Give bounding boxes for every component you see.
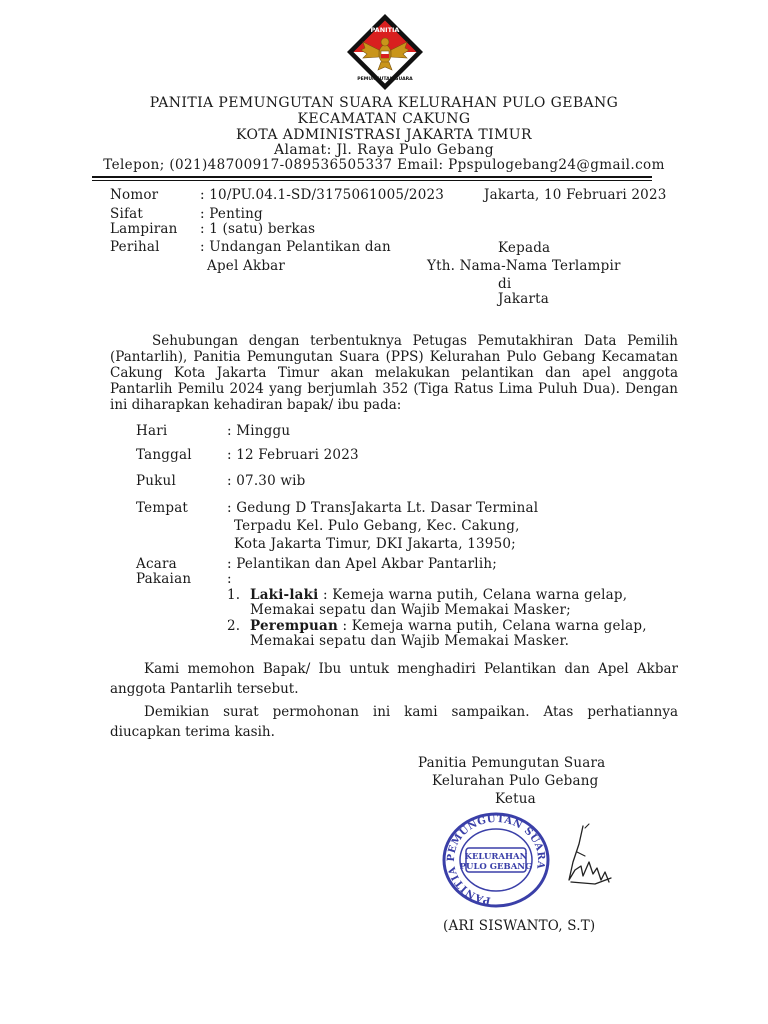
signature-line-2: Kelurahan Pulo Gebang — [432, 773, 599, 789]
official-stamp — [440, 810, 552, 910]
tempat-value-1: : Gedung D TransJakarta Lt. Dasar Terminal — [227, 500, 539, 516]
dress-item-2-line2: Memakai sepatu dan Wajib Memakai Masker. — [250, 633, 570, 649]
dress-item-1-num: 1. — [227, 587, 241, 603]
sifat-label: Sifat — [110, 206, 144, 222]
recipient-city: Jakarta — [498, 291, 550, 307]
tanggal-value: : 12 Februari 2023 — [227, 447, 359, 463]
dress-item-1-label: Laki-laki — [250, 587, 319, 603]
tempat-value-2: Terpadu Kel. Pulo Gebang, Kec. Cakung, — [234, 518, 520, 534]
dress-item-1-text: : Kemeja warna putih, Celana warna gelap, — [318, 587, 628, 603]
pukul-value: : 07.30 wib — [227, 473, 306, 489]
closing-paragraph-2 — [110, 702, 678, 742]
perihal-value-2: Apel Akbar — [207, 258, 286, 274]
perihal-label: Perihal — [110, 239, 160, 255]
pakaian-label: Pakaian — [136, 571, 192, 587]
signature-line-1: Panitia Pemungutan Suara — [418, 755, 606, 771]
acara-value: : Pelantikan dan Apel Akbar Pantarlih; — [227, 556, 497, 572]
tanggal-label: Tanggal — [136, 447, 192, 463]
intro-text: Sehubungan dengan terbentuknya Petugas Pemutakhiran Data Pemilih (Pantarlih), Panitia Pemungutan Suara (PPS) Kelurahan Pulo Gebang Kecamatan Cakung Kota Jakarta Timur akan melakukan pelantikan dan apel anggota Pantarlih Pemilu 2024 yang berjumlah 352 (Tiga Ratus Lima Puluh Dua). Dengan ini diharapkan kehadiran bapak/ ibu pada: — [110, 333, 678, 413]
header-line-1: PANITIA PEMUNGUTAN SUARA KELURAHAN PULO GEBANG — [149, 95, 619, 111]
acara-label: Acara — [136, 556, 177, 572]
hari-value: : Minggu — [227, 423, 291, 439]
header-contact: Telepon; (021)48700917-089536505337 Email: Ppspulogebang24@gmail.com — [103, 157, 665, 173]
closing-text-2: Demikian surat permohonan ini kami sampaikan. Atas perhatiannya diucapkan terima kasih. — [110, 704, 678, 740]
recipient-yth: Yth. Nama-Nama Terlampir — [427, 258, 621, 274]
nomor-value: : 10/PU.04.1-SD/3175061005/2023 — [200, 187, 445, 203]
dress-item-1-line2: Memakai sepatu dan Wajib Memakai Masker; — [250, 602, 571, 618]
signatory-name: (ARI SISWANTO, S.T) — [443, 918, 596, 934]
dress-item-2-num: 2. — [227, 618, 241, 634]
header-line-3: KOTA ADMINISTRASI JAKARTA TIMUR — [236, 127, 532, 143]
signature-line-3: Ketua — [495, 791, 536, 807]
logo-text-bottom: PEMUNGUTAN SUARA — [357, 77, 413, 82]
recipient-kepada: Kepada — [498, 240, 551, 256]
header-line-2: KECAMATAN CAKUNG — [297, 111, 471, 127]
lampiran-label: Lampiran — [110, 221, 178, 237]
tempat-value-3: Kota Jakarta Timur, DKI Jakarta, 13950; — [234, 536, 516, 552]
header-rule-thick — [92, 176, 652, 178]
logo-text-top: PANITIA — [370, 26, 400, 34]
dress-item-2-line1 — [250, 618, 647, 634]
lampiran-value: : 1 (satu) berkas — [200, 221, 316, 237]
pukul-label: Pukul — [136, 473, 176, 489]
dress-item-1-line1 — [250, 587, 627, 603]
closing-text-1: Kami memohon Bapak/ Ibu untuk menghadiri Pelantikan dan Apel Akbar anggota Pantarlih tersebut. — [110, 661, 678, 697]
hari-label: Hari — [136, 423, 168, 439]
recipient-di: di — [498, 276, 512, 292]
letter-date: Jakarta, 10 Februari 2023 — [484, 187, 667, 203]
tempat-label: Tempat — [136, 500, 189, 516]
handwritten-signature — [545, 822, 615, 902]
pakaian-value: : — [227, 571, 232, 587]
sifat-value: : Penting — [200, 206, 263, 222]
perihal-value-1: : Undangan Pelantikan dan — [200, 239, 391, 255]
stamp-center-1: KELURAHAN — [464, 852, 528, 862]
dress-item-2-text: : Kemeja warna putih, Celana warna gelap, — [337, 618, 647, 634]
intro-paragraph — [110, 333, 678, 413]
dress-item-2-label: Perempuan — [250, 618, 338, 634]
nomor-label: Nomor — [110, 187, 159, 203]
kpu-logo — [345, 12, 425, 92]
stamp-ring-text: PANITIA PEMUNGUTAN SUARA — [445, 813, 547, 906]
stamp-center-2: PULO GEBANG — [459, 862, 533, 872]
header-address: Alamat: Jl. Raya Pulo Gebang — [273, 142, 494, 158]
closing-paragraph-1 — [110, 659, 678, 699]
header-rule-thin — [92, 180, 652, 181]
